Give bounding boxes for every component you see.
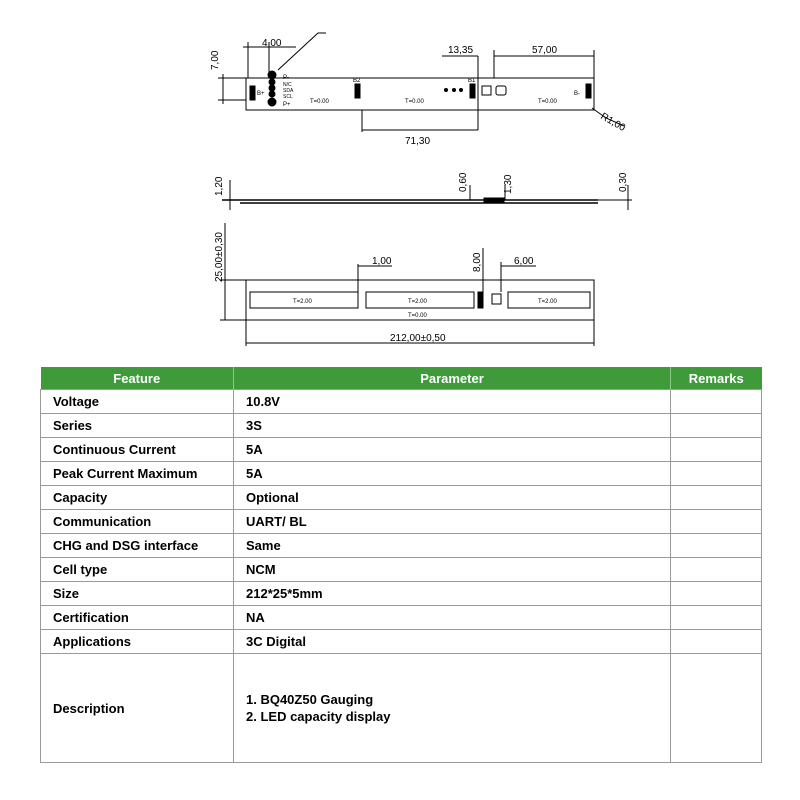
dim-side-mid: 0,60 [458,172,469,192]
parameter-cell: UART/ BL [234,510,671,534]
table-row [41,438,762,462]
table-row [41,582,762,606]
table-row-description [41,654,762,763]
parameter-cell: 10.8V [234,390,671,414]
table-row [41,606,762,630]
table-row [41,534,762,558]
pad-p-minus: P- [283,75,289,81]
dim-radius: R1,00 [598,111,628,134]
parameter-cell: 5A [234,438,671,462]
board-label: T=0.00 [408,313,427,319]
feature-cell: Communication [41,510,234,534]
pcb-outline [246,78,594,110]
dim-span-bottom: 71,30 [405,136,431,147]
remarks-cell [671,582,762,606]
dim-width-right: 57,00 [532,45,558,56]
feature-cell: Peak Current Maximum [41,462,234,486]
pad-scl: SCL [283,94,293,100]
pad-b-plus: B+ [257,91,265,97]
dim-height-left: 7,00 [210,50,221,70]
header-parameter: Parameter [234,367,671,390]
dim-side-left: 1,20 [214,176,225,196]
description-cell [234,654,671,763]
pad-b1: B1 [468,78,476,84]
table-row [41,414,762,438]
remarks-cell [671,606,762,630]
description-line: 1. BQ40Z50 Gauging [246,692,374,707]
top-thickness-3: T=0.00 [538,99,557,105]
cell-label-1: T=2.00 [293,299,312,305]
feature-cell: Certification [41,606,234,630]
dim-width-left: 4,00 [262,38,282,49]
parameter-cell: Optional [234,486,671,510]
table-row [41,510,762,534]
header-remarks: Remarks [671,367,762,390]
table-row [41,462,762,486]
side-view [222,180,632,210]
pad-sda: SDA [283,88,294,94]
remarks-cell [671,438,762,462]
dim-side-mid2: 1,30 [503,174,514,194]
dim-side-right: 0,30 [618,172,629,192]
feature-cell: Size [41,582,234,606]
pad-ntc: N/C [283,82,292,88]
feature-cell: Cell type [41,558,234,582]
table-header [41,367,762,390]
remarks-cell [671,414,762,438]
table-row [41,486,762,510]
remarks-cell [671,486,762,510]
parameter-cell: 3C Digital [234,630,671,654]
feature-cell: Continuous Current [41,438,234,462]
remarks-cell [671,534,762,558]
pad-p-plus: P+ [283,102,291,108]
parameter-cell: 5A [234,462,671,486]
feature-cell: Applications [41,630,234,654]
parameter-cell: NA [234,606,671,630]
table-row [41,630,762,654]
pad-b-minus: B- [574,91,580,97]
remarks-cell [671,462,762,486]
parameter-cell: Same [234,534,671,558]
parameter-cell: 212*25*5mm [234,582,671,606]
feature-cell: Voltage [41,390,234,414]
cell-label-2: T=2.00 [408,299,427,305]
dim-pack-height: 25,00±0,30 [214,232,225,282]
header-feature: Feature [41,367,234,390]
cell-label-3: T=2.00 [538,299,557,305]
dim-gap: 1,00 [372,256,392,267]
bottom-view [220,223,594,346]
table-row [41,558,762,582]
top-thickness-1: T=0.00 [310,99,329,105]
parameter-cell: 3S [234,414,671,438]
remarks-cell [671,558,762,582]
parameter-cell: NCM [234,558,671,582]
feature-cell: Capacity [41,486,234,510]
dim-offset-top: 13,35 [448,45,474,56]
remarks-cell [671,654,762,763]
top-thickness-2: T=0.00 [405,99,424,105]
feature-cell: Series [41,414,234,438]
remarks-cell [671,390,762,414]
remarks-cell [671,630,762,654]
pad-b2: B2 [353,78,361,84]
table-row [41,390,762,414]
technical-drawing [0,0,800,360]
feature-cell: CHG and DSG interface [41,534,234,558]
description-line: 2. LED capacity display [246,709,391,724]
feature-cell: Description [41,654,234,763]
spec-table [40,367,762,763]
dim-tab-height: 8,00 [472,252,483,272]
dim-length: 212,00±0,50 [390,333,446,344]
dim-tab-width: 6,00 [514,256,534,267]
remarks-cell [671,510,762,534]
table-body [41,390,762,763]
